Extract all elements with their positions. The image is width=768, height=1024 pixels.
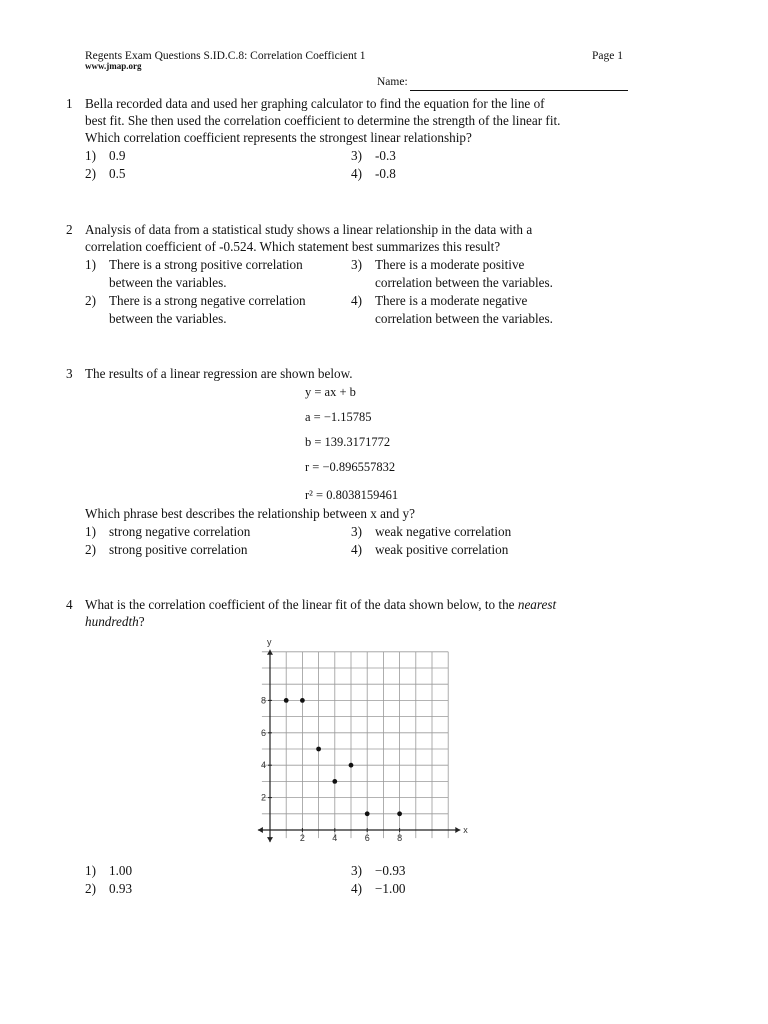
y-axis-arrow xyxy=(267,650,273,655)
x-tick-label: 8 xyxy=(397,833,403,843)
q3-choice-2-number: 2) xyxy=(85,542,96,557)
question-1-number: 1 xyxy=(66,96,73,111)
q2-choice-3-line-2: correlation between the variables. xyxy=(375,275,553,290)
q3-choice-4-number: 4) xyxy=(351,542,362,557)
regression-r-squared-value: r² = 0.8038159461 xyxy=(305,488,399,502)
website-label: www.jmap.org xyxy=(85,61,142,71)
data-point xyxy=(365,811,370,816)
question-1-line-2: best fit. She then used the correlation coefficient to determine the strength of the linear fit. xyxy=(85,113,561,128)
q2-choice-1-number: 1) xyxy=(85,257,96,272)
question-2-line-1: Analysis of data from a statistical study shows a linear relationship in the data with a xyxy=(85,222,533,237)
q2-choice-2-line-2: between the variables. xyxy=(109,311,227,326)
question-4-text-a: What is the correlation coefficient of the linear fit of the data shown below, to the xyxy=(85,597,518,612)
data-point xyxy=(316,747,321,752)
question-2-number: 2 xyxy=(66,222,73,237)
q2-choice-3-number: 3) xyxy=(351,257,362,272)
q3-choice-1-text: strong negative correlation xyxy=(109,524,251,539)
x-axis-arrow xyxy=(455,827,460,833)
regression-b-value: b = 139.3171772 xyxy=(305,435,391,449)
question-4-line-1 xyxy=(85,596,645,614)
q1-choice-3-text: -0.3 xyxy=(375,148,396,163)
q1-choice-3-number: 3) xyxy=(351,148,362,163)
q4-choice-2-number: 2) xyxy=(85,881,96,896)
q2-choice-2-number: 2) xyxy=(85,293,96,308)
q4-choice-1-number: 1) xyxy=(85,863,96,878)
q1-choice-1-number: 1) xyxy=(85,148,96,163)
scatter-plot xyxy=(256,627,466,847)
q3-choice-3-text: weak negative correlation xyxy=(375,524,512,539)
question-3-line-2: Which phrase best describes the relationship between x and y? xyxy=(85,506,415,521)
y-tick-label: 8 xyxy=(260,695,266,706)
x-tick-label: 2 xyxy=(299,833,305,843)
name-blank-line[interactable] xyxy=(410,77,628,91)
q2-choice-4-line-1: There is a moderate negative xyxy=(375,293,528,308)
question-2-line-2: correlation coefficient of -0.524. Which statement best summarizes this result? xyxy=(85,239,501,254)
q1-choice-1-text: 0.9 xyxy=(109,148,126,163)
q1-choice-4-text: -0.8 xyxy=(375,166,396,181)
q2-choice-4-line-2: correlation between the variables. xyxy=(375,311,553,326)
question-4-text-c: ? xyxy=(138,614,145,629)
y-axis-label: y xyxy=(267,636,272,647)
q4-choice-2-text: 0.93 xyxy=(109,881,133,896)
name-field xyxy=(377,73,628,91)
q4-choice-4-text: −1.00 xyxy=(375,881,406,896)
plot-axes xyxy=(258,650,460,842)
question-3-number: 3 xyxy=(66,366,73,381)
q3-choice-3-number: 3) xyxy=(351,524,362,539)
q1-choice-2-text: 0.5 xyxy=(109,166,126,181)
name-label: Name: xyxy=(377,76,408,88)
q3-choice-2-text: strong positive correlation xyxy=(109,542,248,557)
x-axis-label: x xyxy=(463,825,468,835)
question-1-line-1: Bella recorded data and used her graphing calculator to find the equation for the line of xyxy=(85,96,545,111)
y-tick-label: 4 xyxy=(260,760,266,771)
x-axis-arrow-left xyxy=(258,827,263,833)
q3-choice-1-number: 1) xyxy=(85,524,96,539)
data-point xyxy=(284,698,289,703)
data-point xyxy=(300,698,305,703)
data-point xyxy=(397,811,402,816)
y-tick-label: 6 xyxy=(260,727,266,738)
q2-choice-2-line-1: There is a strong negative correlation xyxy=(109,293,306,308)
y-axis-arrow-down xyxy=(267,837,273,842)
q1-choice-2-number: 2) xyxy=(85,166,96,181)
data-point xyxy=(349,763,354,768)
q2-choice-3-line-1: There is a moderate positive xyxy=(375,257,525,272)
question-1-line-3: Which correlation coefficient represents the strongest linear relationship? xyxy=(85,130,472,145)
plot-grid xyxy=(262,652,448,838)
q2-choice-1-line-1: There is a strong positive correlation xyxy=(109,257,303,272)
question-4-number: 4 xyxy=(66,597,73,612)
q3-choice-4-text: weak positive correlation xyxy=(375,542,509,557)
q4-choice-3-text: −0.93 xyxy=(375,863,406,878)
data-point xyxy=(332,779,337,784)
q2-choice-4-number: 4) xyxy=(351,293,362,308)
y-tick-label: 2 xyxy=(260,792,266,803)
q4-choice-3-number: 3) xyxy=(351,863,362,878)
regression-equation: y = ax + b xyxy=(305,385,356,399)
regression-r-value: r = −0.896557832 xyxy=(305,460,396,474)
question-3-line-1: The results of a linear regression are shown below. xyxy=(85,366,353,381)
x-tick-label: 4 xyxy=(332,833,338,843)
x-tick-label: 6 xyxy=(364,833,370,843)
q1-choice-4-number: 4) xyxy=(351,166,362,181)
page-number: Page 1 xyxy=(592,50,623,62)
q4-choice-1-text: 1.00 xyxy=(109,863,133,878)
plot-points xyxy=(284,698,402,816)
regression-a-value: a = −1.15785 xyxy=(305,410,372,424)
question-4-text-italic: nearest xyxy=(517,597,557,612)
q4-choice-4-number: 4) xyxy=(351,881,362,896)
worksheet-title: Regents Exam Questions S.ID.C.8: Correlation Coefficient 1 xyxy=(85,50,366,62)
q2-choice-1-line-2: between the variables. xyxy=(109,275,227,290)
question-4-text-b: hundredth xyxy=(85,614,139,629)
